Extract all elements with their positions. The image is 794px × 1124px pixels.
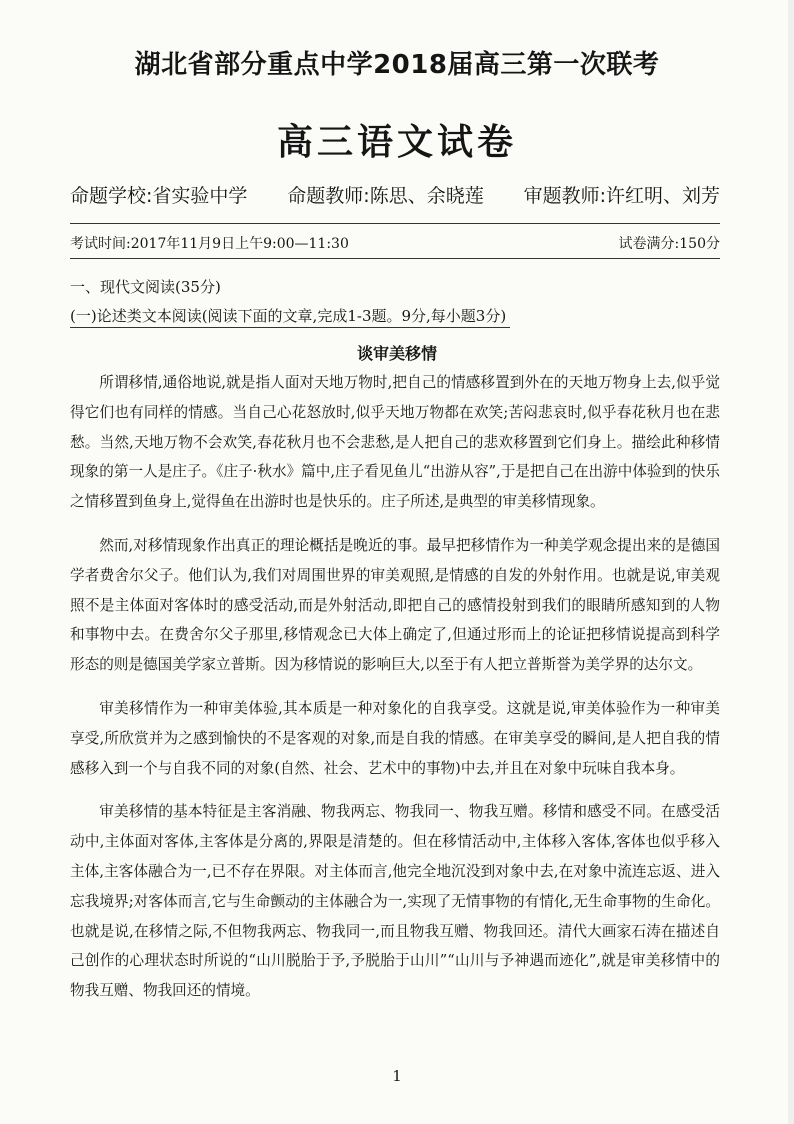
paper-title: 高三语文试卷 [276, 122, 517, 163]
info-rule [70, 258, 720, 259]
full-score: 试卷满分:150分 [618, 236, 720, 252]
exam-time: 考试时间:2017年11月9日上午9:00—11:30 [70, 236, 349, 252]
setter-teachers: 命题教师:陈思、余晓莲 [287, 185, 484, 207]
section-subtitle: (一)论述类文本阅读(阅读下面的文章,完成1-3题。9分,每小题3分) [70, 305, 510, 328]
exam-title: 湖北省部分重点中学2018届高三第一次联考 [134, 50, 660, 80]
meta-row [70, 181, 720, 208]
article-paragraph: 所谓移情,通俗地说,就是指人面对天地万物时,把自己的情感移置到外在的天地万物身上去,似乎觉得它们也有同样的情感。当自己心花怒放时,似乎天地万物都在欢笑;苦闷悲哀时,似乎春花秋月也在悲愁。当然,天地万物不会欢笑,春花秋月也不会悲愁,是人把自己的悲欢移置到它们身上。描绘此种移情现象的第一人是庄子。《庄子·秋水》篇中,庄子看见鱼儿“出游从容”,于是把自己在出游中体验到的快乐之情移置到鱼身上,觉得鱼在出游时也是快乐的。庄子所述,是典型的审美移情现象。 [70, 374, 720, 511]
reviewer-teachers: 审题教师:许红明、刘芳 [523, 185, 720, 207]
article-paragraph: 审美移情作为一种审美体验,其本质是一种对象化的自我享受。这就是说,审美体验作为一种审美享受,所欣赏并为之感到愉快的不是客观的对象,而是自我的情感。在审美享受的瞬间,是人把自我的情感移入到一个与自我不同的对象(自然、社会、艺术中的事物)中去,并且在对象中玩味自我本身。 [70, 699, 720, 777]
setter-school: 命题学校:省实验中学 [70, 185, 248, 207]
header-rule [70, 223, 720, 224]
exam-info-row [70, 233, 720, 253]
article-paragraph: 然而,对移情现象作出真正的理论概括是晚近的事。最早把移情作为一种美学观念提出来的是德国学者费舍尔父子。他们认为,我们对周围世界的审美观照,是情感的自发的外射作用。也就是说,审美观照不是主体面对客体时的感受活动,而是外射活动,即把自己的感情投射到我们的眼睛所感知到的人物和事物中去。在费舍尔父子那里,移情观念已大体上确定了,但通过形而上的论证把移情说提高到科学形态的则是德国美学家立普斯。因为移情说的影响巨大,以至于有人把立普斯誉为美学界的达尔文。 [70, 536, 720, 674]
bleed-through-text [500, 18, 513, 37]
article-title: 谈审美移情 [356, 344, 437, 363]
section-title: 一、现代文阅读(35分) [70, 278, 221, 296]
page-number: 1 [392, 1067, 402, 1085]
scan-edge-mark [788, 0, 794, 1124]
article-body [70, 368, 720, 1020]
article-paragraph: 审美移情的基本特征是主客消融、物我两忘、物我同一、物我互赠。移情和感受不同。在感受活动中,主体面对客体,主客体是分离的,界限是清楚的。但在移情活动中,主体移入客体,客体也似乎移入主体,主客体融合为一,已不存在界限。对主体而言,他完全地沉没到对象中去,在对象中流连忘返、进入忘我境界;对客体而言,它与生命颤动的主体融合为一,实现了无情事物的有情化,无生命事物的生命化。也就是说,在移情之际,不但物我两忘、物我同一,而且物我互赠、物我回还。清代大画家石涛在描述自己创作的心理状态时所说的“山川脱胎于予,予脱胎于山川”“山川与予神遇而迹化”,就是审美移情中的物我互赠、物我回还的情境。 [70, 803, 720, 1000]
